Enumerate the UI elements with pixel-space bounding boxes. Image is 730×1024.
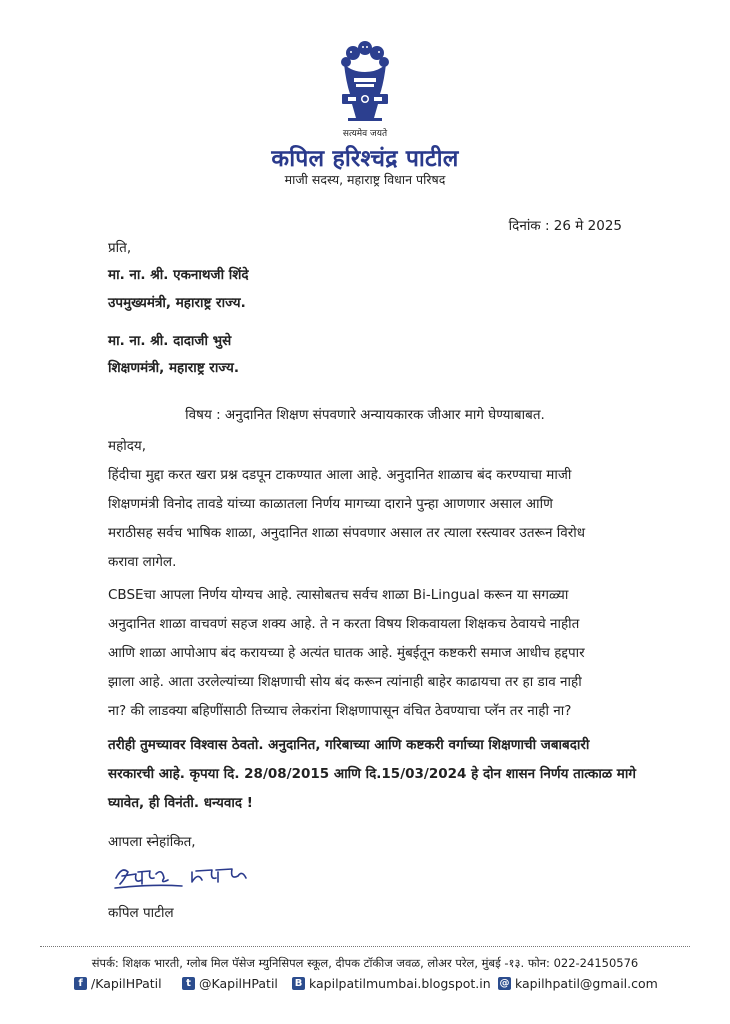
recipient-1-title: उपमुख्यमंत्री, महाराष्ट्र राज्य. [108,295,246,311]
greeting: महोदय, [108,438,147,454]
recipient-2-title: शिक्षणमंत्री, महाराष्ट्र राज्य. [108,360,240,376]
social-twitter[interactable] [182,976,278,991]
social-email[interactable] [498,976,658,991]
email-icon: @ [499,978,510,989]
social-blog[interactable] [292,976,491,991]
paragraph-line: अनुदानित शाळा वाचवणं सहज शक्य आहे. ते न करता विषय शिकवायला शिक्षकच ठेवायचे नाहीत [108,616,580,632]
paragraph-3 [108,731,636,818]
paragraph-1 [108,461,628,577]
letterhead-role: माजी सदस्य, महाराष्ट्र विधान परिषद [284,172,446,187]
letter-subject: विषय : अनुदानित शिक्षण संपवणारे अन्यायकारक जीआर मागे घेण्याबाबत. [185,407,545,423]
closing: आपला स्नेहांकित, [108,834,196,850]
paragraph-line: सरकारची आहे. कृपया दि. 28/08/2015 आणि दि.15/03/2024 हे दोन शासन निर्णय तात्काळ मागे [108,766,636,782]
motto-text: सत्यमेव जयते [342,129,388,139]
paragraph-line: तरीही तुमच्यावर विश्वास ठेवतो. अनुदानित, गरिबाच्या आणि कष्टकरी वर्गाच्या शिक्षणाची जबाबदारी [108,737,590,753]
social-twitter-text: @KapilHPatil [199,976,278,991]
signature-image [112,858,272,894]
signatory-name: कपिल पाटील [108,905,174,921]
letterhead-name: कपिल हरिश्चंद्र पाटील [271,146,459,172]
paragraph-line: ना? की लाडक्या बहिणींसाठी तिच्याच लेकरांना शिक्षणापासून वंचित ठेवण्याचा प्लॅन तर नाही ना? [108,703,572,719]
letter-date: दिनांक : 26 मे 2025 [508,218,622,234]
social-blog-text: kapilpatilmumbai.blogspot.in [309,976,491,991]
paragraph-line: हिंदीचा मुद्दा करत खरा प्रश्न दडपून टाकण्यात आला आहे. अनुदानित शाळाच बंद करण्याचा माजी [108,467,572,483]
paragraph-line: मराठीसह सर्वच भाषिक शाळा, अनुदानित शाळा संपवणार असाल तर त्याला रस्त्यावर उतरून विरोध [108,525,586,541]
twitter-icon: t [182,977,195,990]
paragraph-line: करावा लागेल. [108,554,177,570]
blog-icon: B [292,977,305,990]
paragraph-2 [108,581,628,726]
paragraph-line: CBSEचा आपला निर्णय योग्यच आहे. त्यासोबतच सर्वच शाळा Bi-Lingual करून या सगळ्या [108,587,569,603]
salutation-to: प्रति, [108,240,132,256]
recipient-2-name: मा. ना. श्री. दादाजी भुसे [108,333,232,349]
paragraph-line: झाला आहे. आता उरलेल्यांच्या शिक्षणाची सोय बंद करून त्यांनाही बाहेर काढायचा तर हा डाव नाही [108,674,582,690]
social-facebook[interactable] [74,976,162,991]
footer-divider [40,946,690,947]
paragraph-line: शिक्षणमंत्री विनोद तावडे यांच्या काळातला निर्णय मागच्या दाराने पुन्हा आणणार असाल आणि [108,496,553,512]
footer-address: संपर्क: शिक्षक भारती, ग्लोब मिल पॅसेज म्युनिसिपल स्कूल, दीपक टॉकीज जवळ, लोअर परेल, मुंबई -१३. फोन: 022-24150576 [91,956,639,970]
social-facebook-text: /KapilHPatil [91,976,162,991]
recipient-1-name: मा. ना. श्री. एकनाथजी शिंदे [108,267,249,283]
social-email-text: kapilhpatil@gmail.com [515,976,658,991]
paragraph-line: आणि शाळा आपोआप बंद करायच्या हे अत्यंत घातक आहे. मुंबईतून कष्टकरी समाज आधीच हद्दपार [108,645,585,661]
facebook-icon: f [74,977,87,990]
paragraph-line: घ्यावेत, ही विनंती. धन्यवाद ! [108,795,253,811]
state-emblem-icon [334,38,396,136]
